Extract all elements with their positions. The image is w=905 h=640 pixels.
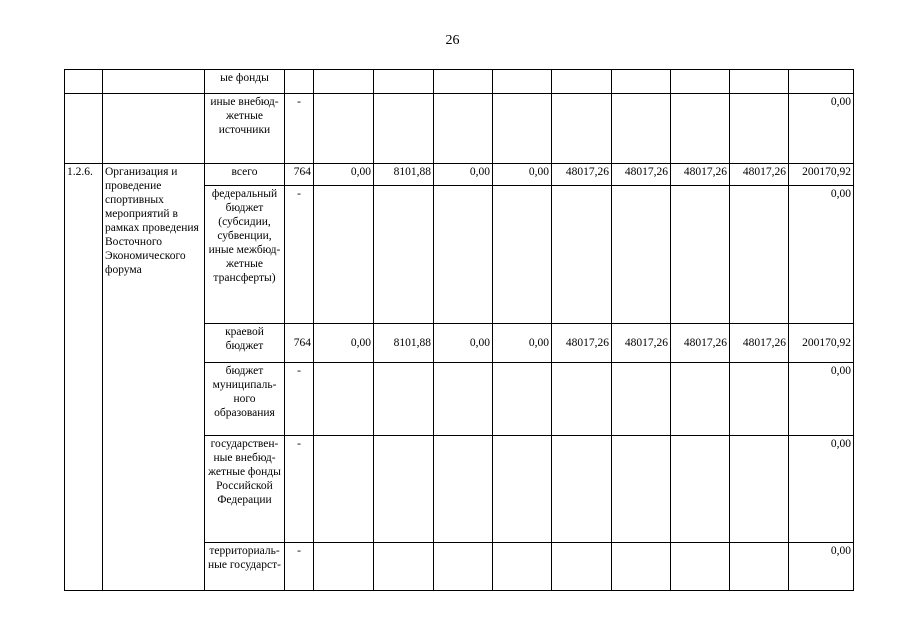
code-cell <box>285 70 314 94</box>
source-cell: всего <box>205 164 285 186</box>
value-cell <box>552 363 612 436</box>
value-cell <box>671 363 730 436</box>
value-cell: 48017,26 <box>671 164 730 186</box>
value-cell: 48017,26 <box>671 324 730 363</box>
value-cell: 48017,26 <box>612 164 671 186</box>
value-cell <box>612 70 671 94</box>
value-cell <box>314 543 374 591</box>
budget-table <box>64 69 854 591</box>
value-cell <box>671 70 730 94</box>
value-cell <box>671 94 730 164</box>
name-cell <box>103 70 205 94</box>
value-cell: 48017,26 <box>552 164 612 186</box>
source-cell: ые фонды <box>205 70 285 94</box>
source-cell: территориаль-ные государст- <box>205 543 285 591</box>
value-cell <box>374 94 434 164</box>
value-cell <box>374 70 434 94</box>
value-cell <box>314 186 374 324</box>
value-cell <box>730 70 789 94</box>
total-cell: 0,00 <box>789 363 854 436</box>
value-cell: 0,00 <box>493 164 552 186</box>
value-cell <box>612 436 671 543</box>
value-cell <box>552 94 612 164</box>
value-cell: 48017,26 <box>612 324 671 363</box>
value-cell <box>434 436 493 543</box>
value-cell <box>671 186 730 324</box>
code-cell: - <box>285 186 314 324</box>
value-cell: 48017,26 <box>552 324 612 363</box>
total-cell: 0,00 <box>789 436 854 543</box>
value-cell <box>730 363 789 436</box>
value-cell <box>552 436 612 543</box>
value-cell <box>493 70 552 94</box>
code-cell: - <box>285 94 314 164</box>
value-cell: 0,00 <box>493 324 552 363</box>
value-cell <box>493 94 552 164</box>
value-cell <box>493 186 552 324</box>
value-cell <box>730 186 789 324</box>
total-cell: 0,00 <box>789 186 854 324</box>
value-cell <box>434 543 493 591</box>
section-title: Организация и проведение спортивных мероприятий в рамках проведения Восточного Экономического форума <box>103 164 205 591</box>
code-cell: - <box>285 543 314 591</box>
value-cell <box>374 186 434 324</box>
value-cell: 0,00 <box>434 324 493 363</box>
code-cell: - <box>285 363 314 436</box>
code-cell: 764 <box>285 324 314 363</box>
value-cell: 8101,88 <box>374 324 434 363</box>
section-number: 1.2.6. <box>65 164 103 591</box>
source-cell: краевой бюджет <box>205 324 285 363</box>
number-cell <box>65 70 103 94</box>
number-cell <box>65 94 103 164</box>
source-cell: государствен-ные внебюд-жетные фонды Российской Федерации <box>205 436 285 543</box>
value-cell <box>612 543 671 591</box>
source-cell: иные внебюд-жетные источники <box>205 94 285 164</box>
total-cell: 200170,92 <box>789 324 854 363</box>
value-cell: 48017,26 <box>730 324 789 363</box>
value-cell <box>374 543 434 591</box>
value-cell <box>374 363 434 436</box>
value-cell: 48017,26 <box>730 164 789 186</box>
value-cell <box>612 363 671 436</box>
value-cell <box>434 363 493 436</box>
total-cell: 0,00 <box>789 94 854 164</box>
value-cell: 0,00 <box>314 164 374 186</box>
value-cell <box>314 363 374 436</box>
total-cell: 0,00 <box>789 543 854 591</box>
value-cell <box>434 186 493 324</box>
table-row <box>65 164 854 186</box>
value-cell <box>374 436 434 543</box>
total-cell: 200170,92 <box>789 164 854 186</box>
code-cell: 764 <box>285 164 314 186</box>
value-cell <box>314 436 374 543</box>
value-cell <box>314 94 374 164</box>
source-cell: бюджет муниципаль-ного образования <box>205 363 285 436</box>
value-cell <box>493 363 552 436</box>
value-cell: 0,00 <box>434 164 493 186</box>
value-cell <box>671 436 730 543</box>
value-cell <box>493 543 552 591</box>
name-cell <box>103 94 205 164</box>
page-number: 26 <box>445 33 460 48</box>
value-cell <box>730 543 789 591</box>
value-cell <box>730 436 789 543</box>
value-cell <box>612 186 671 324</box>
value-cell <box>552 186 612 324</box>
table-row <box>65 70 854 94</box>
value-cell: 0,00 <box>314 324 374 363</box>
value-cell <box>434 94 493 164</box>
value-cell <box>552 70 612 94</box>
code-cell: - <box>285 436 314 543</box>
value-cell <box>730 94 789 164</box>
value-cell <box>493 436 552 543</box>
value-cell <box>552 543 612 591</box>
table-row <box>65 94 854 164</box>
value-cell <box>314 70 374 94</box>
value-cell <box>671 543 730 591</box>
source-cell: федеральный бюджет (субсидии, субвенции, иные межбюд-жетные трансферты) <box>205 186 285 324</box>
total-cell <box>789 70 854 94</box>
value-cell <box>612 94 671 164</box>
value-cell: 8101,88 <box>374 164 434 186</box>
value-cell <box>434 70 493 94</box>
